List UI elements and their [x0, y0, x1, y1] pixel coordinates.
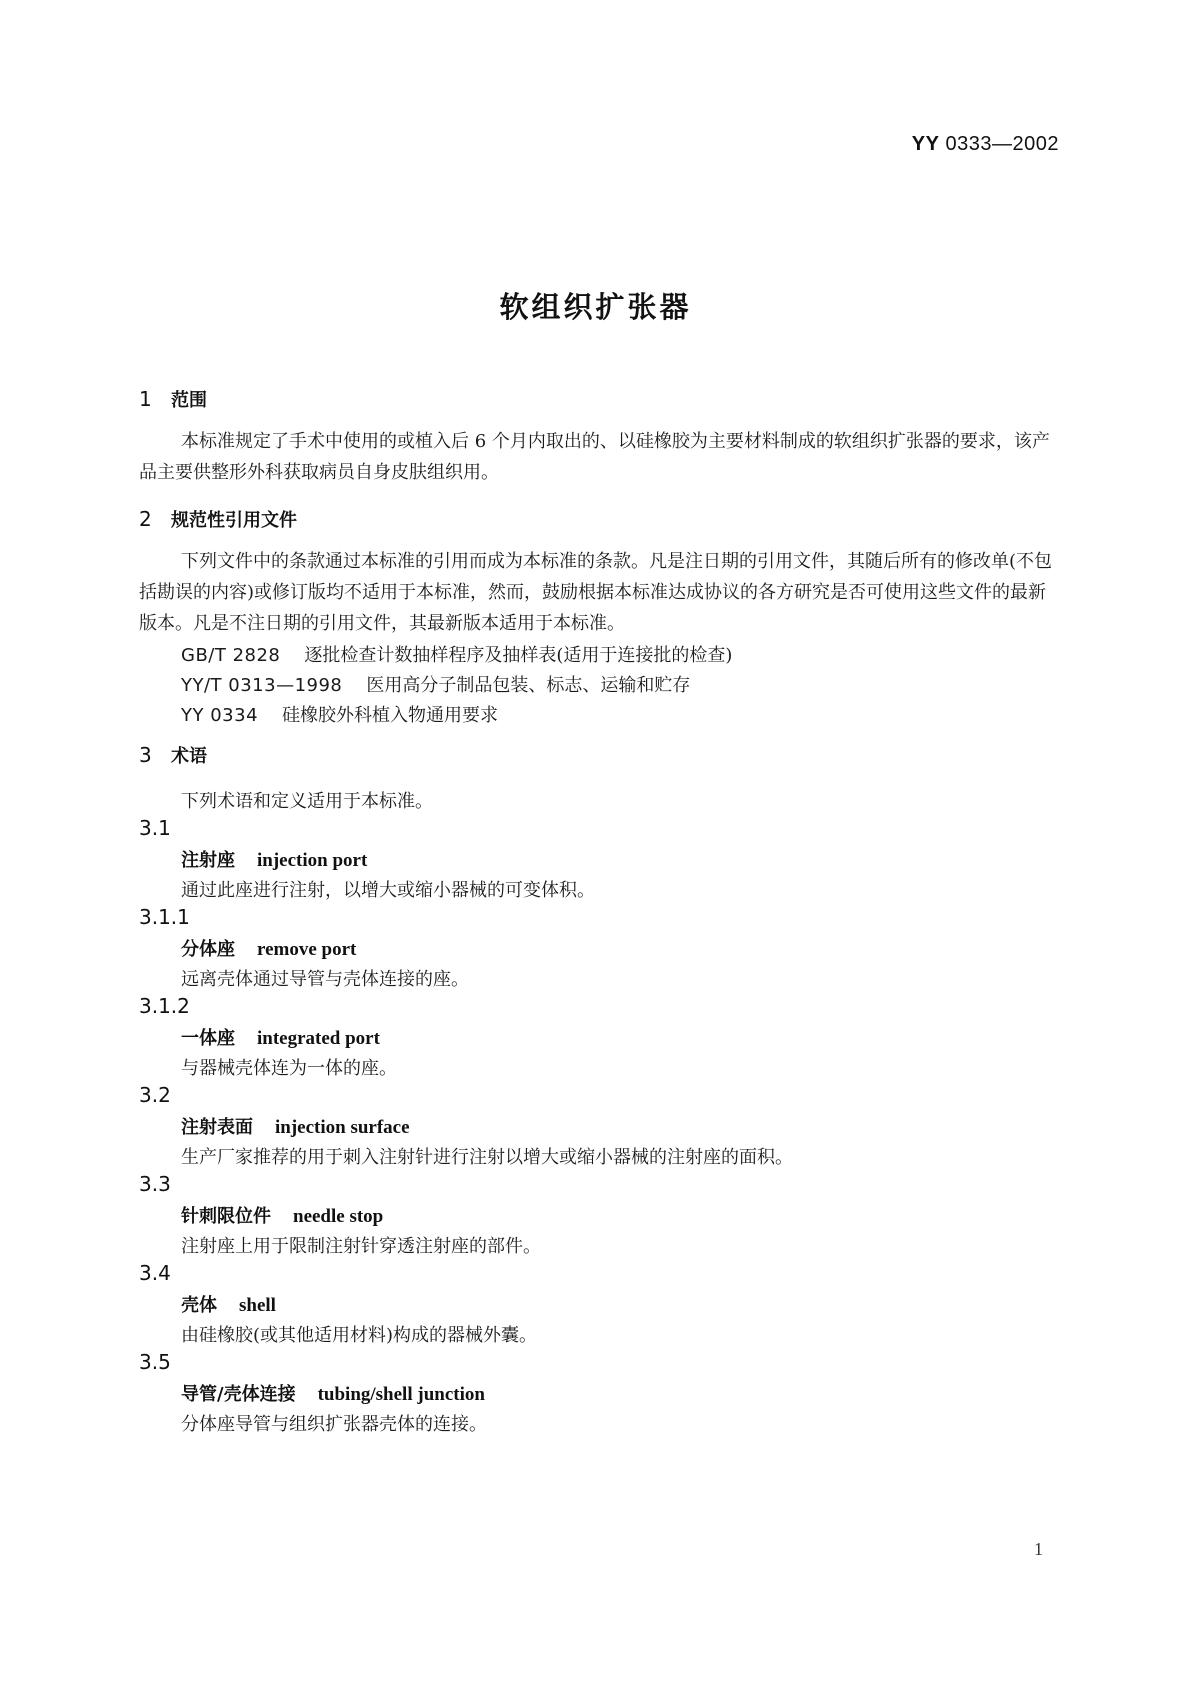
term-heading — [181, 846, 367, 872]
term-heading — [181, 1113, 410, 1139]
section-number: 1 — [139, 387, 152, 411]
term-heading — [181, 1202, 383, 1228]
term-english: injection port — [257, 850, 368, 871]
reference-code: YY 0334 — [181, 705, 259, 726]
term-english: injection surface — [275, 1117, 410, 1138]
reference-title: 硅橡胶外科植入物通用要求 — [282, 705, 499, 726]
document-title: 软组织扩张器 — [499, 290, 692, 324]
term-number: 3.1 — [139, 816, 171, 840]
term-definition: 通过此座进行注射，以增大或缩小器械的可变体积。 — [181, 880, 595, 901]
term-number: 3.5 — [139, 1350, 171, 1374]
term-heading — [181, 1024, 380, 1050]
term-heading — [181, 935, 356, 961]
paragraph-text: 本标准规定了手术中使用的或植入后 6 个月内取出的、以硅橡胶为主要材料制成的软组织扩张器的要求，该产品主要供整形外科获取病员自身皮肤组织用。 — [139, 431, 1050, 483]
term-chinese: 导管/壳体连接 — [181, 1384, 296, 1405]
term-definition: 生产厂家推荐的用于刺入注射针进行注射以增大或缩小器械的注射座的面积。 — [181, 1147, 793, 1168]
page-number: 1 — [1034, 1539, 1043, 1559]
section-heading — [139, 386, 207, 412]
term-english: tubing/shell junction — [317, 1384, 485, 1405]
section-heading — [139, 742, 207, 768]
section-paragraph — [139, 426, 1059, 488]
term-definition: 分体座导管与组织扩张器壳体的连接。 — [181, 1414, 487, 1435]
term-definition: 远离壳体通过导管与壳体连接的座。 — [181, 969, 469, 990]
section-paragraph — [139, 546, 1059, 639]
section-number: 2 — [139, 507, 152, 531]
standard-number: 0333—2002 — [945, 133, 1059, 155]
term-chinese: 一体座 — [181, 1028, 235, 1049]
term-definition: 注射座上用于限制注射针穿透注射座的部件。 — [181, 1236, 541, 1257]
term-number: 3.1.1 — [139, 905, 190, 929]
reference-item — [181, 701, 498, 727]
term-chinese: 注射座 — [181, 850, 235, 871]
term-english: integrated port — [257, 1028, 380, 1049]
term-chinese: 壳体 — [181, 1295, 217, 1316]
term-english: remove port — [257, 939, 357, 960]
section-title: 规范性引用文件 — [171, 510, 297, 531]
term-number: 3.4 — [139, 1261, 171, 1285]
reference-code: YY/T 0313—1998 — [181, 675, 343, 696]
standard-code — [912, 133, 1059, 156]
term-chinese: 针刺限位件 — [181, 1206, 271, 1227]
term-number: 3.2 — [139, 1083, 171, 1107]
term-english: shell — [239, 1295, 276, 1316]
term-heading — [181, 1380, 485, 1406]
term-english: needle stop — [293, 1206, 384, 1227]
term-heading — [181, 1291, 276, 1317]
section-number: 3 — [139, 743, 152, 767]
reference-item — [181, 671, 690, 697]
section-intro: 下列术语和定义适用于本标准。 — [181, 791, 433, 812]
standard-prefix: YY — [911, 133, 940, 155]
term-chinese: 注射表面 — [181, 1117, 253, 1138]
term-chinese: 分体座 — [181, 939, 235, 960]
term-number: 3.1.2 — [139, 994, 190, 1018]
paragraph-text: 下列文件中的条款通过本标准的引用而成为本标准的条款。凡是注日期的引用文件，其随后所有的修改单(不包括勘误的内容)或修订版均不适用于本标准，然而，鼓励根据本标准达成协议的各方研究是否可使用这些文件的最新版本。凡是不注日期的引用文件，其最新版本适用于本标准。 — [139, 551, 1053, 634]
section-title: 术语 — [171, 746, 207, 767]
term-definition: 由硅橡胶(或其他适用材料)构成的器械外囊。 — [181, 1325, 538, 1346]
reference-title: 逐批检查计数抽样程序及抽样表(适用于连接批的检查) — [304, 645, 733, 666]
reference-title: 医用高分子制品包装、标志、运输和贮存 — [366, 675, 691, 696]
reference-code: GB/T 2828 — [181, 645, 281, 666]
section-title: 范围 — [171, 390, 207, 411]
term-definition: 与器械壳体连为一体的座。 — [181, 1058, 397, 1079]
reference-item — [181, 641, 732, 667]
section-heading — [139, 506, 297, 532]
term-number: 3.3 — [139, 1172, 171, 1196]
